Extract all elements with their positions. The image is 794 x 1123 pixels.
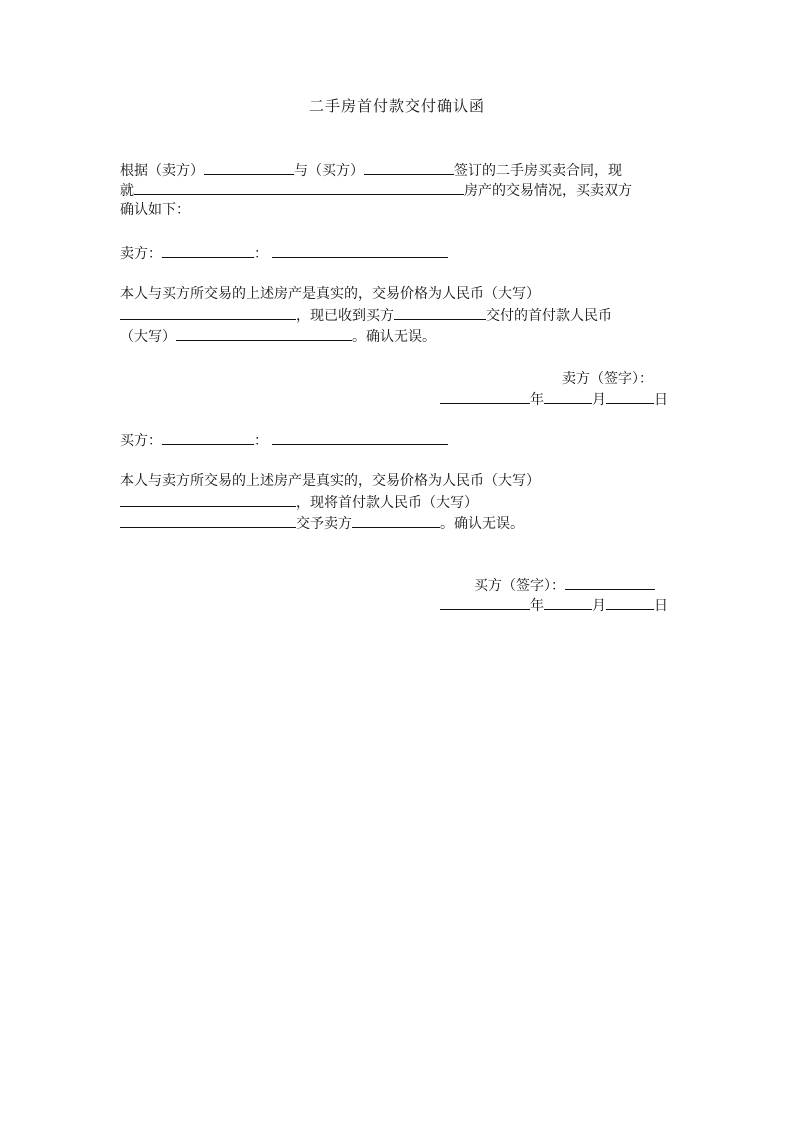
buyer-to-seller-text: 交予卖方 (296, 516, 352, 532)
seller-month-field[interactable] (544, 389, 592, 404)
buyer-sign-line (474, 575, 655, 595)
seller-price-field[interactable] (120, 305, 296, 320)
seller-down-payment-field[interactable] (176, 326, 352, 341)
seller-year-field[interactable] (440, 389, 530, 404)
seller-signature-name-field[interactable] (162, 243, 254, 258)
buyer-day-label: 日 (654, 598, 668, 614)
buyer-signature-name-field[interactable] (162, 430, 254, 445)
buyer-seller-name-field[interactable] (352, 513, 440, 528)
intro-buyer-label: 与（买方） (294, 163, 364, 179)
seller-sign-label: 卖方（签字）： (562, 371, 653, 387)
seller-capital-label: （大写） (120, 329, 176, 345)
intro-line-1 (120, 160, 622, 180)
seller-date-line (440, 389, 668, 409)
seller-id-field[interactable] (272, 243, 448, 258)
property-field[interactable] (134, 180, 464, 195)
buyer-colon: ： (254, 433, 268, 449)
intro-contract-text: 签订的二手房买卖合同，现 (454, 163, 622, 179)
buyer-id-field[interactable] (272, 430, 448, 445)
buyer-name-field[interactable] (364, 160, 454, 175)
buyer-sign-label: 买方（签字）： (474, 578, 565, 594)
buyer-para-line-1: 本人与卖方所交易的上述房产是真实的，交易价格为人民币（大写） (120, 473, 540, 489)
seller-name-field[interactable] (204, 160, 294, 175)
seller-year-label: 年 (530, 392, 544, 408)
seller-month-label: 月 (592, 392, 606, 408)
buyer-year-label: 年 (530, 598, 544, 614)
buyer-id-line (120, 430, 448, 450)
seller-confirm-text: 。确认无误。 (352, 329, 436, 345)
buyer-price-field[interactable] (120, 492, 296, 507)
seller-down-payment-text: 交付的首付款人民币 (486, 308, 612, 324)
buyer-month-field[interactable] (544, 595, 592, 610)
seller-day-label: 日 (654, 392, 668, 408)
buyer-para-line-3 (120, 513, 524, 533)
seller-id-line (120, 243, 448, 263)
seller-day-field[interactable] (606, 389, 654, 404)
buyer-label: 买方： (120, 433, 162, 449)
intro-seller-label: 根据（卖方） (120, 163, 204, 179)
buyer-sign-field[interactable] (565, 575, 655, 590)
document-title: 二手房首付款交付确认函 (308, 97, 485, 115)
intro-property-label: 就 (120, 183, 134, 199)
seller-para-line-2 (120, 305, 612, 325)
seller-para-line-1: 本人与买方所交易的上述房产是真实的，交易价格为人民币（大写） (120, 286, 540, 302)
seller-label: 卖方： (120, 246, 162, 262)
seller-para-line-3 (120, 326, 436, 346)
intro-property-text: 房产的交易情况，买卖双方 (464, 183, 632, 199)
buyer-confirm-text: 。确认无误。 (440, 516, 524, 532)
seller-received-text: ，现已收到买方 (296, 308, 394, 324)
intro-line-2 (120, 180, 632, 200)
buyer-para-line-2 (120, 492, 478, 512)
buyer-down-payment-field[interactable] (120, 513, 296, 528)
intro-line-3: 确认如下： (120, 202, 190, 218)
buyer-year-field[interactable] (440, 595, 530, 610)
buyer-day-field[interactable] (606, 595, 654, 610)
seller-colon: ： (254, 246, 268, 262)
buyer-pay-text: ，现将首付款人民币（大写） (296, 495, 478, 511)
seller-buyer-name-field[interactable] (394, 305, 486, 320)
buyer-date-line (440, 595, 668, 615)
buyer-month-label: 月 (592, 598, 606, 614)
